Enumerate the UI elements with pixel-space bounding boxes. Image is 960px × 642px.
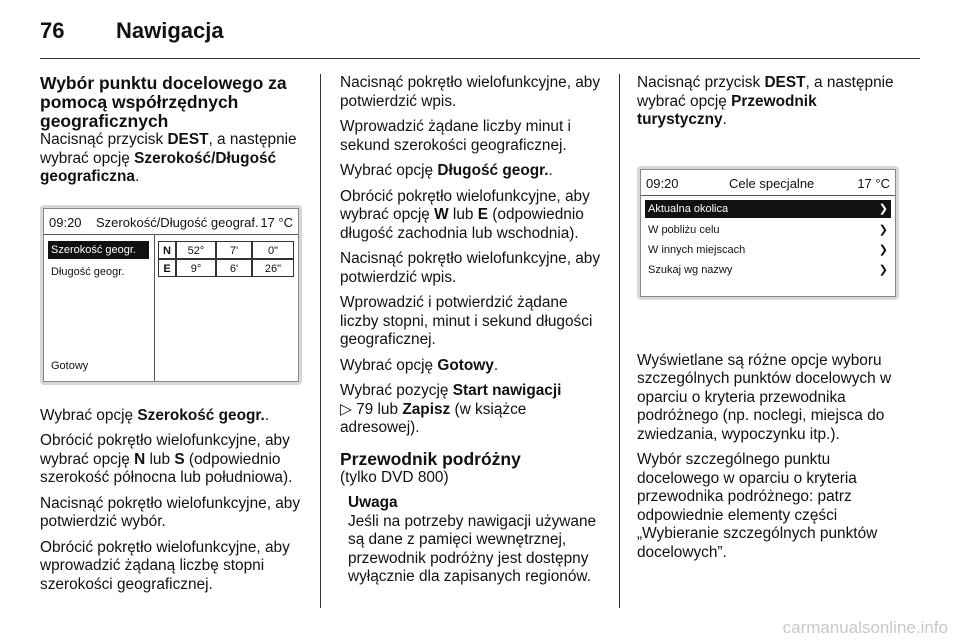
chevron-right-icon: ❯ [878, 223, 888, 236]
screen-time: 09:20 [646, 175, 679, 191]
header-divider [40, 58, 920, 59]
step-choose-we: Obrócić pokrętło wielofunkcyjne, aby wybrać opcję W lub E (odpowiednio długość zachodnia lub wschodnia). [340, 187, 590, 242]
menu-item-other-places[interactable]: W innych miejscach ❯ [645, 241, 891, 259]
screen-header-line [641, 195, 895, 196]
note-box [348, 494, 608, 587]
menu-item-done[interactable]: Gotowy [51, 359, 89, 372]
section-title-travel-guide: Przewodnik podróżny [340, 448, 521, 469]
note-text: Jeśli na potrzeby nawigacji używane są dane z pamięci wewnętrznej, przewodnik podróżny jest dostępny wyłącznie dla zapisanych regionów. [348, 512, 597, 585]
step-confirm-entry-2: Nacisnąć pokrętło wielofunkcyjne, aby potwierdzić wpis. [340, 250, 601, 286]
page-title: Nawigacja [116, 18, 224, 43]
note-title: Uwaga [348, 494, 398, 511]
step-enter-longitude: Wprowadzić i potwierdzić żądane liczby stopni, minut i sekund długości geograficznej. [340, 294, 593, 348]
column-divider-1 [320, 74, 321, 608]
menu-item-search-by-name[interactable]: Szukaj wg nazwy ❯ [645, 261, 891, 279]
screen-status-bar [641, 170, 895, 194]
intro-paragraph: Nacisnąć przycisk DEST, a następnie wybrać opcję Szerokość/Długość geograficzna. [40, 131, 297, 185]
step-confirm-entry: Nacisnąć pokrętło wielofunkcyjne, aby potwierdzić wpis. [340, 74, 601, 110]
screen-title: Cele specjalne [729, 175, 815, 191]
grid-deg-lon[interactable]: 9° [176, 259, 216, 277]
section-title-coordinates: Wybór punktu docelowego za pomocą współrzędnych geograficznych [40, 73, 287, 131]
chevron-right-icon: ❯ [878, 243, 888, 256]
step-select-latitude: Wybrać opcję Szerokość geogr.. [40, 406, 270, 424]
step-enter-degrees: Obrócić pokrętło wielofunkcyjne, aby wprowadzić żądaną liczbę stopni szerokości geograficznej. [40, 538, 290, 593]
grid-min-lon[interactable]: 6' [216, 259, 252, 277]
grid-sec-lat[interactable]: 0" [252, 241, 294, 259]
step-enter-minutes: Wprowadzić żądane liczby minut i sekund szerokości geograficznej. [340, 118, 571, 154]
right-column [637, 74, 905, 569]
menu-item-current-area[interactable]: Aktualna okolica ❯ [645, 200, 891, 218]
description-selection: Wybór szczególnego punktu docelowego w oparciu o kryteria przewodnika podróżnego: patrz odpowiednie elementy części „Wybieranie szczególnych punktów docelowych”. [637, 451, 878, 561]
screen-title: Szerokość/Długość geograf. [96, 214, 259, 230]
middle-column [340, 74, 608, 587]
step-select-done: Wybrać opcję Gotowy. [340, 356, 499, 374]
points-of-interest-screen [637, 166, 899, 300]
menu-item-latitude[interactable]: Szerokość geogr. [48, 241, 149, 259]
screen-split-line [154, 235, 155, 381]
coordinates-screen [40, 205, 302, 385]
step-choose-ns: Obrócić pokrętło wielofunkcyjne, aby wybrać opcję N lub S (odpowiednio szerokość północna lub południowa). [40, 432, 293, 486]
menu-item-near-destination[interactable]: W pobliżu celu ❯ [645, 221, 891, 239]
step-select-longitude: Wybrać opcję Długość geogr.. [340, 162, 553, 179]
column-divider-2 [619, 74, 620, 608]
description-options: Wyświetlane są różne opcje wyboru szczególnych punktów docelowych w oparciu o kryteria przewodnika podróżnego (np. noclegi, miejsca do zwiedzania, wypoczynku itp.). [637, 351, 892, 443]
screen-status-bar [44, 209, 298, 233]
step-confirm: Nacisnąć pokrętło wielofunkcyjne, aby potwierdzić wybór. [40, 494, 301, 530]
page-number: 76 [40, 18, 65, 43]
step-start-navigation: Wybrać pozycję Start nawigacji ▷ 79 lub Zapisz (w książce adresowej). [340, 382, 562, 436]
intro-travel-guide: Nacisnąć przycisk DEST, a następnie wybrać opcję Przewodnik turystyczny. [637, 74, 894, 128]
watermark: carmanualsonline.info [782, 618, 948, 637]
grid-sec-lon[interactable]: 26" [252, 259, 294, 277]
screen-time: 09:20 [49, 214, 82, 230]
page-reference[interactable]: ▷ 79 lub [340, 400, 403, 418]
grid-min-lat[interactable]: 7' [216, 241, 252, 259]
left-column [40, 74, 308, 601]
screen-temperature: 17 °C [260, 214, 293, 230]
grid-deg-lat[interactable]: 52° [176, 241, 216, 259]
screen-header-line [44, 234, 298, 235]
grid-hemisphere-e[interactable]: E [158, 259, 176, 277]
section-subtitle: (tylko DVD 800) [340, 468, 449, 486]
screen-temperature: 17 °C [857, 175, 890, 191]
chevron-right-icon: ❯ [878, 263, 888, 276]
chevron-right-icon: ❯ [878, 202, 888, 215]
menu-item-longitude[interactable]: Długość geogr. [51, 265, 125, 278]
page-header [40, 18, 920, 50]
grid-hemisphere-n[interactable]: N [158, 241, 176, 259]
